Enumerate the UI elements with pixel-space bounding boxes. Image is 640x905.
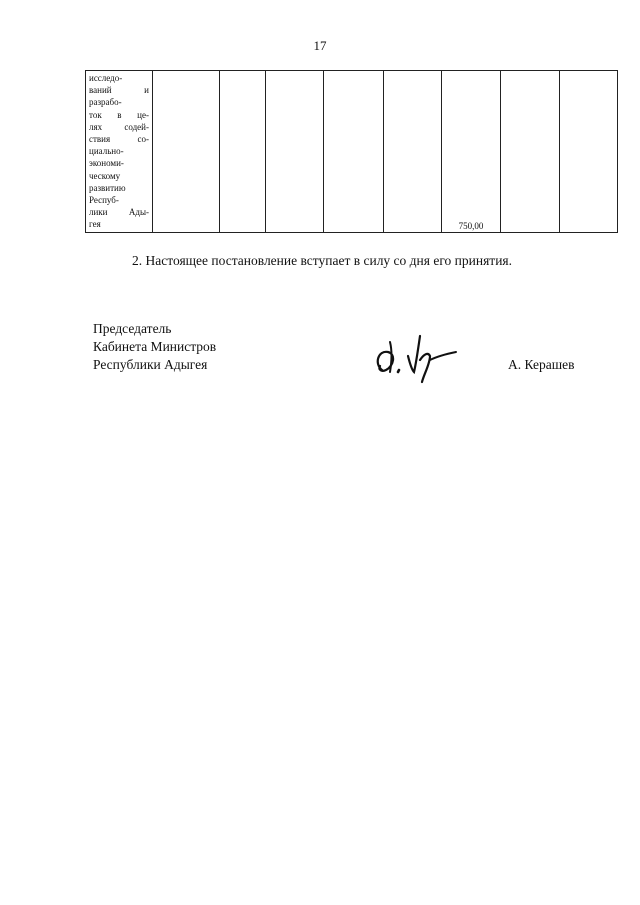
cell-line: ствия со- [89,134,149,145]
cell-line: Респуб- [89,195,119,206]
data-table [85,70,618,233]
cell-line: лях содей- [89,121,149,132]
cell-line: ваний и [89,85,149,96]
cell-line: ток в це- [89,109,149,120]
table-fragment [85,70,618,233]
cell-line: циально- [89,146,124,157]
cell-line: экономи- [89,158,124,169]
table-row [86,71,618,233]
table-cell [560,71,618,233]
cell-line: разрабо- [89,97,122,108]
page-number: 17 [313,38,327,53]
table-cell-value: 750,00 [442,71,501,233]
table-cell [384,71,442,233]
table-cell [266,71,324,233]
cell-line: лики Ады- [89,207,149,218]
cell-text [89,72,149,231]
handwritten-signature [368,330,468,385]
signatory-position [93,320,216,374]
position-line: Республики Адыгея [93,357,208,372]
clause-text: 2. Настоящее постановление вступает в силу со дня его принятия. [132,253,513,268]
table-cell [324,71,384,233]
table-cell [220,71,266,233]
cell-line: ческому [89,170,121,181]
cell-line: гея [89,219,101,230]
position-line: Председатель [93,321,172,336]
cell-line: развитию [89,182,126,193]
position-line: Кабинета Министров [93,339,217,354]
table-cell [153,71,220,233]
table-cell-description [86,71,153,233]
table-cell [501,71,560,233]
cell-line: исследо- [89,73,123,83]
signer-name: А. Керашев [508,357,575,372]
